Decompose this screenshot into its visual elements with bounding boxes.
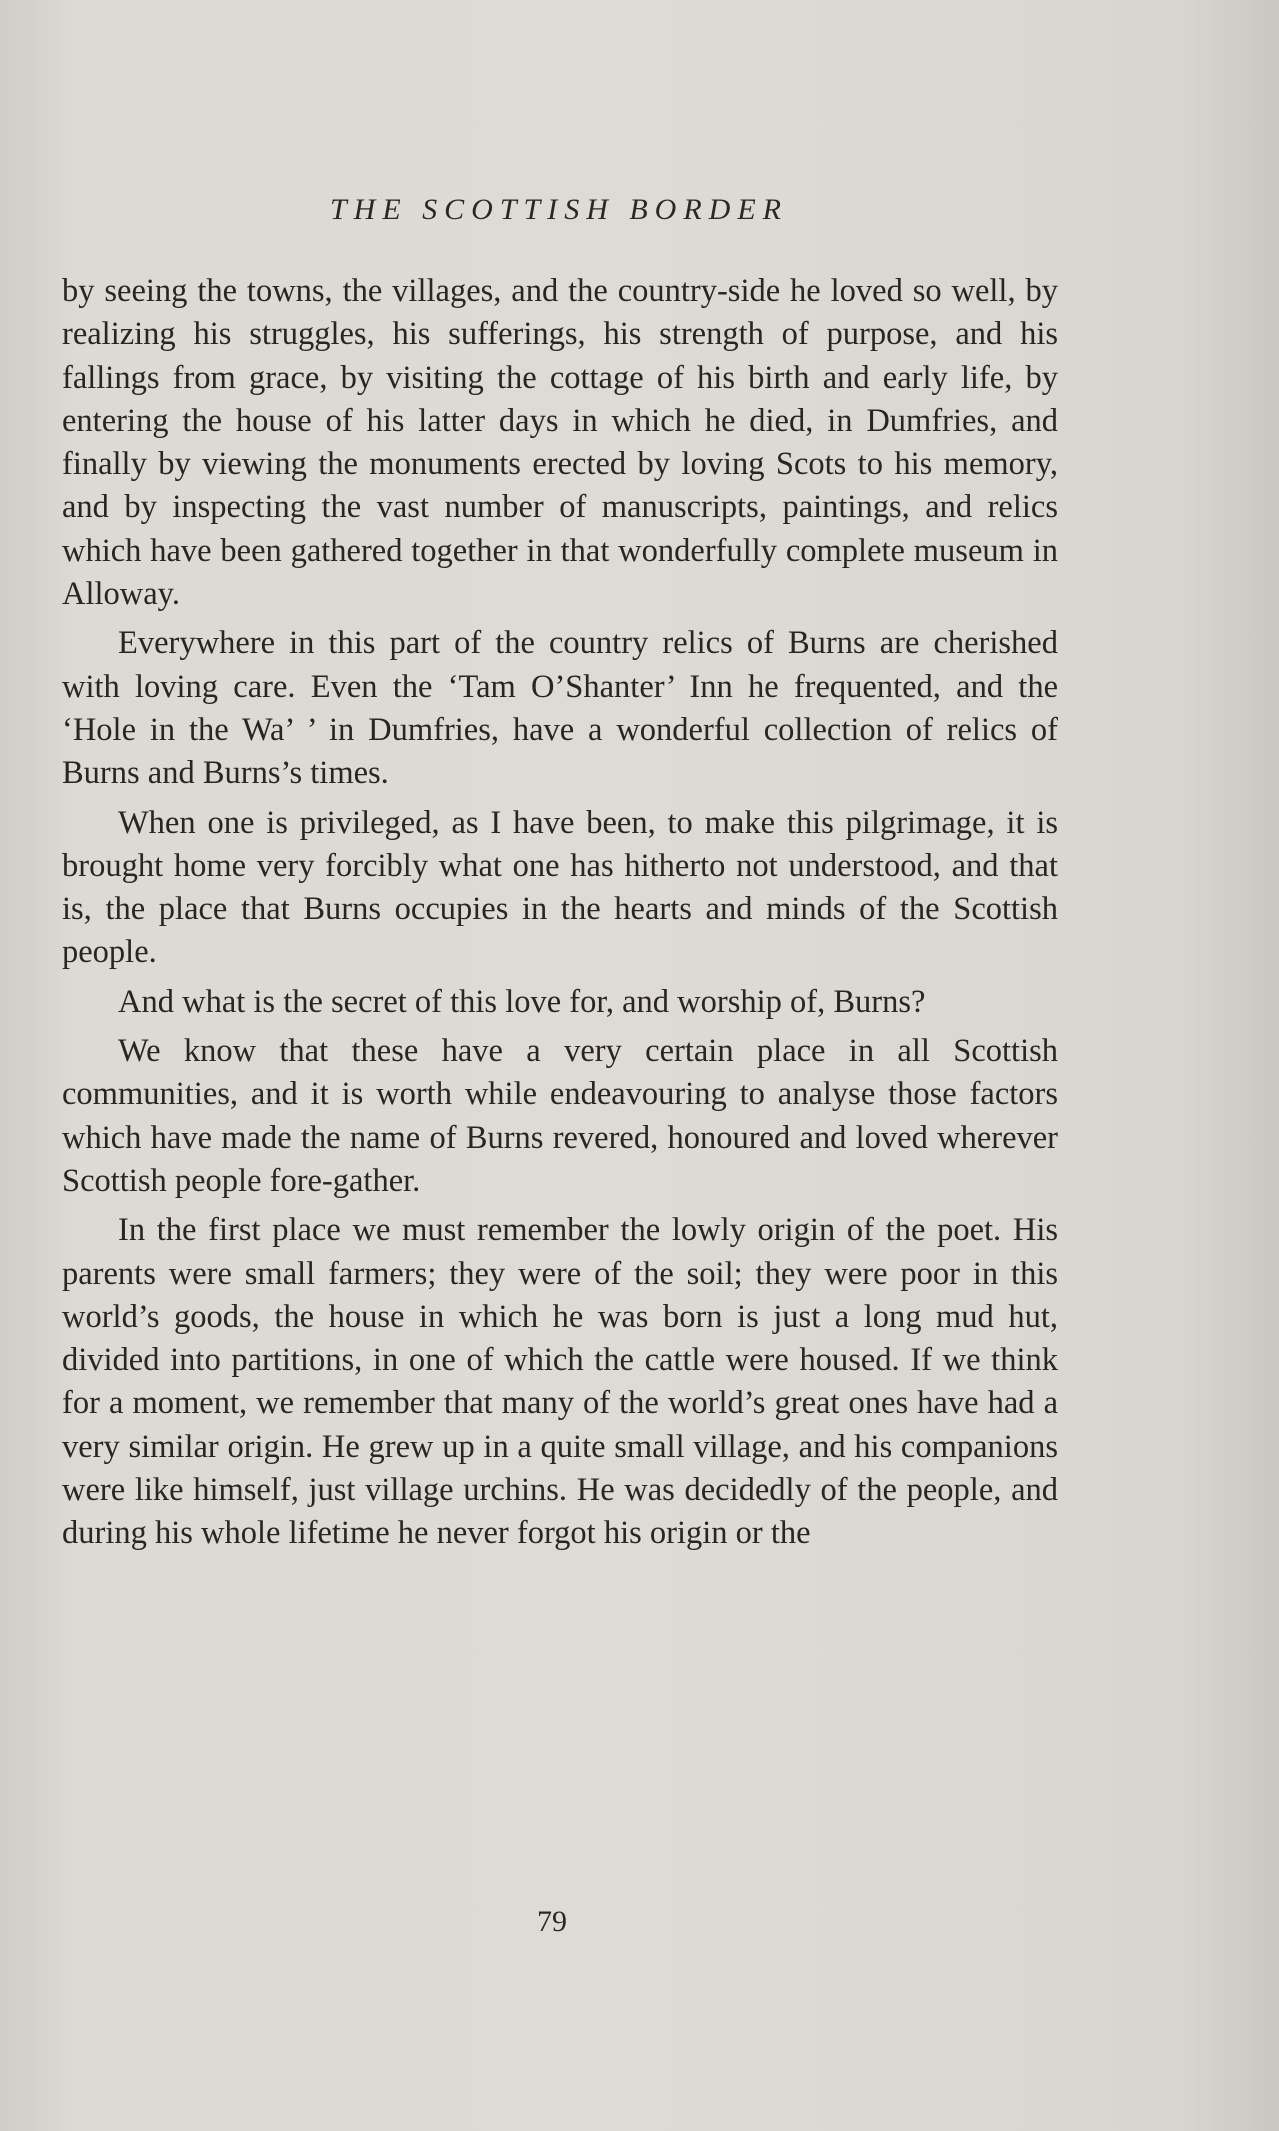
body-text <box>62 270 1058 1562</box>
paragraph-communities: We know that these have a very certain place in all Scottish communities, and it is worth while endeavouring to analyse those factors which have made the name of Burns revered, honoured and loved wherever Scottish people fore-gather. <box>62 1033 1058 1199</box>
paragraph-origin: In the first place we must remember the lowly origin of the poet. His parents were small farmers; they were of the soil; they were poor in this world’s goods, the house in which he was born is just a long mud hut, divided into partitions, in one of which the cattle were housed. If we think for a moment, we remember that many of the world’s great ones have had a very similar origin. He grew up in a quite small village, and his companions were like himself, just village urchins. He was decidedly of the people, and during his whole lifetime he never forgot his origin or the <box>62 1212 1058 1552</box>
paragraph-question: And what is the secret of this love for, and worship of, Burns? <box>118 983 926 1020</box>
paragraph-relics: Everywhere in this part of the country relics of Burns are cherished with loving care. Even the ‘Tam O’Shanter’ Inn he frequented, and the ‘Hole in the Wa’ ’ in Dumfries, have a wonderful collection of relics of Burns and Burns’s times. <box>62 625 1058 792</box>
paragraph-continuation: by seeing the towns, the villages, and the country-side he loved so well, by realizing his struggles, his sufferings, his strength of purpose, and his fallings from grace, by visiting the cottage of his birth and early life, by entering the house of his latter days in which he died, in Dumfries, and finally by viewing the monuments erected by loving Scots to his memory, and by inspecting the vast number of manuscripts, paintings, and relics which have been gathered together in that wonderfully complete museum in Alloway. <box>62 273 1058 613</box>
page-number: 79 <box>537 1905 567 1938</box>
paragraph-pilgrimage: When one is privileged, as I have been, to make this pilgrimage, it is brought home very forcibly what one has hitherto not understood, and that is, the place that Burns occupies in the hearts and minds of the Scottish people. <box>62 804 1058 971</box>
running-head: THE SCOTTISH BORDER <box>329 193 788 226</box>
